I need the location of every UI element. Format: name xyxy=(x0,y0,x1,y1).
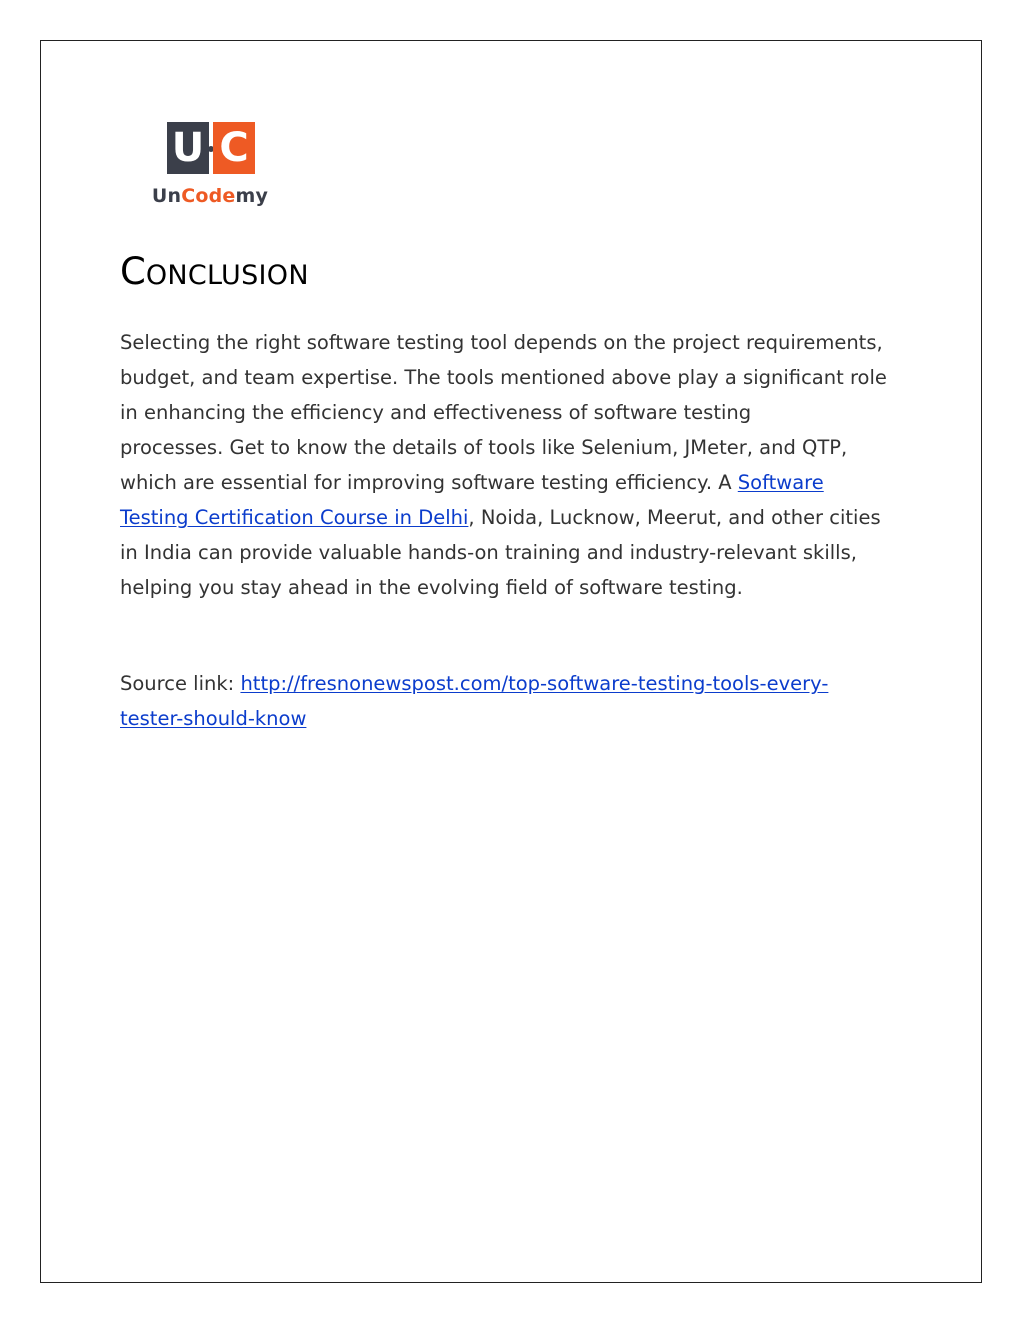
page-title xyxy=(120,250,309,293)
paragraph-line: processes. Get to know the details of tools like Selenium, JMeter, and QTP, xyxy=(120,436,848,459)
course-link[interactable]: Software xyxy=(737,471,824,494)
paragraph-line: in enhancing the efficiency and effectiveness of software testing xyxy=(120,401,752,424)
course-link-continued[interactable]: Testing Certification Course in Delhi xyxy=(120,506,469,529)
uncodemy-logo xyxy=(135,120,285,212)
page-border xyxy=(40,40,982,1283)
source-label: Source link: xyxy=(120,672,241,695)
paragraph-line: in India can provide valuable hands-on training and industry-relevant skills, xyxy=(120,541,857,564)
logo-mark xyxy=(167,122,255,174)
source-line xyxy=(120,666,930,701)
paragraph-text: , Noida, Lucknow, Meerut, and other cities xyxy=(468,506,881,529)
paragraph-line xyxy=(120,500,930,535)
paragraph-line: budget, and team expertise. The tools mentioned above play a significant role xyxy=(120,366,887,389)
source-url-link-continued[interactable]: tester-should-know xyxy=(120,707,307,730)
page-title-initial: C xyxy=(120,250,146,293)
paragraph-line: helping you stay ahead in the evolving field of software testing. xyxy=(120,576,743,599)
source-link-block xyxy=(120,666,930,736)
paragraph-text: which are essential for improving software testing efficiency. A xyxy=(120,471,738,494)
logo-word-code: Code xyxy=(181,185,236,207)
logo-word-un: Un xyxy=(151,185,182,207)
conclusion-paragraph xyxy=(120,325,930,605)
logo-wordmark xyxy=(135,184,285,208)
paragraph-line xyxy=(120,465,930,500)
logo-tile-c: C xyxy=(213,122,255,174)
logo-tile-u: U xyxy=(167,122,209,174)
paragraph-line: Selecting the right software testing tool depends on the project requirements, xyxy=(120,331,883,354)
page-title-rest: ONCLUSION xyxy=(145,260,309,291)
source-url-link[interactable]: http://fresnonewspost.com/top-software-testing-tools-every- xyxy=(240,672,829,695)
source-line xyxy=(120,701,930,736)
logo-word-my: my xyxy=(235,185,269,207)
